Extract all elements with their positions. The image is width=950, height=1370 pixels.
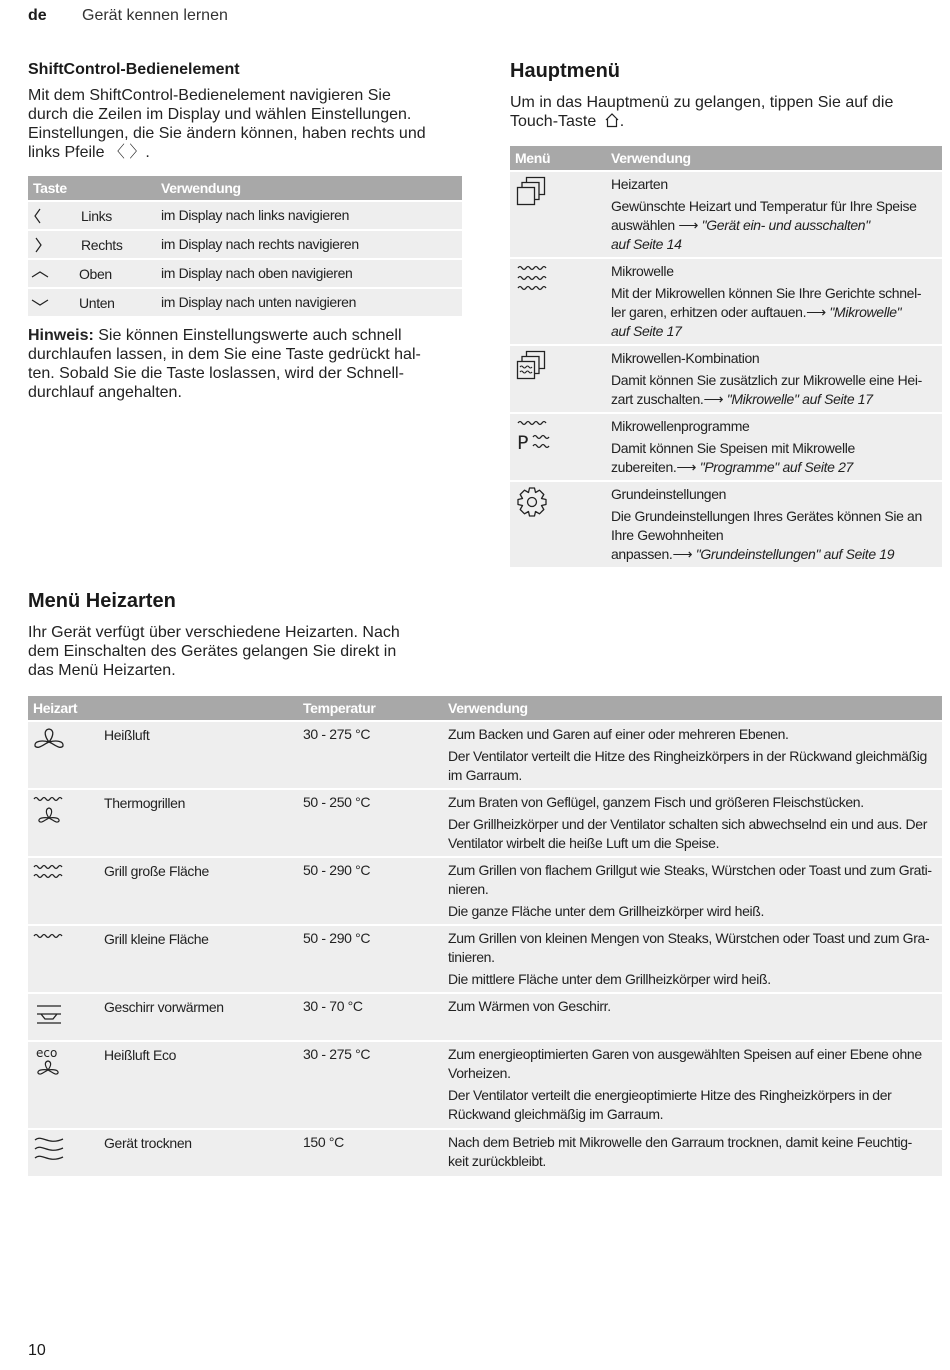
- key-usage: im Display nach oben navigieren: [156, 259, 462, 288]
- usage-text: Zum Backen und Garen auf einer oder mehreren Ebenen.: [448, 726, 789, 742]
- heating-modes-icon: [516, 176, 606, 208]
- page-reference[interactable]: auf Seite 14: [611, 236, 682, 252]
- usage-text: Zum Braten von Geflügel, ganzem Fisch und größeren Fleischstücken.: [448, 794, 864, 810]
- key-usage: im Display nach rechts navigieren: [156, 230, 462, 259]
- home-icon: [604, 112, 620, 128]
- menu-title: Mikrowellenprogramme: [611, 418, 750, 434]
- chevron-left-icon: [29, 208, 81, 224]
- table-row: [28, 288, 462, 316]
- microwave-icon: [516, 263, 606, 295]
- key-usage: im Display nach unten navigieren: [156, 288, 462, 316]
- chevron-up-icon: [29, 269, 79, 279]
- usage-text: Vorheizen.: [448, 1065, 511, 1081]
- page-number: 10: [28, 1342, 46, 1359]
- shiftcontrol-table: [28, 176, 462, 316]
- usage-text: Nach dem Betrieb mit Mikrowelle den Garraum trocknen, damit keine Feuchtig-: [448, 1134, 912, 1150]
- heizarten-heading: Menü Heizarten: [28, 590, 176, 612]
- menu-text: Ihre Gewohnheiten: [611, 527, 724, 543]
- arrow-icon: ⟶: [806, 304, 826, 320]
- page-reference[interactable]: "Mikrowelle" auf Seite 17: [726, 391, 873, 407]
- temperature-range: 30 - 275 °C: [298, 721, 443, 789]
- menu-title: Heizarten: [611, 176, 668, 192]
- fan-icon: [32, 726, 104, 758]
- menu-text: Damit können Sie Speisen mit Mikrowelle: [611, 440, 855, 456]
- usage-text: Der Ventilator verteilt die Hitze des Ringheizkörpers in der Rückwand gleichmäßig: [448, 748, 927, 764]
- menu-title: Mikrowelle: [611, 263, 674, 279]
- page-reference[interactable]: "Grundeinstellungen" auf Seite 19: [695, 546, 895, 562]
- table-row: [28, 1041, 942, 1129]
- column-header: Temperatur: [298, 696, 443, 721]
- table-row: [28, 857, 942, 925]
- usage-text: Zum Grillen von flachem Grillgut wie Steaks, Würstchen oder Toast und zum Grati-: [448, 862, 932, 878]
- key-usage: im Display nach links navigieren: [156, 201, 462, 230]
- intro-line: Touch-Taste: [510, 113, 597, 130]
- usage-text: keit zurückbleibt.: [448, 1153, 546, 1169]
- intro-line: Um in das Hauptmenü zu gelangen, tippen Sie auf die: [510, 94, 894, 111]
- temperature-range: 30 - 70 °C: [298, 993, 443, 1041]
- menu-text: Gewünschte Heizart und Temperatur für Ihre Speise: [611, 198, 917, 214]
- arrow-icon: ⟶: [678, 217, 699, 233]
- usage-text: Die ganze Fläche unter dem Grillheizkörper wird heiß.: [448, 903, 765, 919]
- note-line: durchlaufen lassen, in dem Sie eine Taste gedrückt hal-: [28, 346, 421, 363]
- language-code: de: [28, 7, 47, 24]
- heating-mode-name: Grill kleine Fläche: [104, 931, 209, 947]
- key-label: Unten: [79, 294, 115, 311]
- svg-text:P: P: [517, 432, 529, 452]
- heating-mode-name: Heißluft Eco: [104, 1047, 177, 1063]
- key-label: Rechts: [81, 236, 123, 253]
- table-row: [28, 259, 462, 288]
- note-paragraph: [28, 326, 468, 402]
- menu-text: anpassen.: [611, 546, 673, 562]
- key-label: Links: [81, 207, 112, 224]
- hauptmenu-heading: Hauptmenü: [510, 60, 620, 82]
- heating-mode-name: Thermogrillen: [104, 795, 186, 811]
- menu-text: zart zuschalten.: [611, 391, 704, 407]
- arrow-icon: ⟶: [672, 546, 693, 562]
- temperature-range: 50 - 250 °C: [298, 789, 443, 857]
- settings-gear-icon: [516, 486, 606, 518]
- note-label: Hinweis:: [28, 327, 94, 344]
- table-row: [28, 230, 462, 259]
- intro-line: Mit dem ShiftControl-Bedienelement navigieren Sie: [28, 87, 391, 104]
- chevron-right-icon: [29, 237, 81, 253]
- menu-title: Mikrowellen-Kombination: [611, 350, 760, 366]
- usage-text: im Garraum.: [448, 767, 522, 783]
- table-row: [28, 993, 942, 1041]
- column-header: Verwendung: [606, 146, 942, 171]
- heating-mode-name: Geschirr vorwärmen: [104, 999, 224, 1015]
- note-line: durchlauf angehalten.: [28, 384, 182, 401]
- menu-text: zubereiten.: [611, 459, 677, 475]
- heizarten-intro: [28, 623, 468, 680]
- menu-title: Grundeinstellungen: [611, 486, 727, 502]
- heizarten-table: [28, 696, 942, 1176]
- usage-text: tinieren.: [448, 949, 495, 965]
- thermogrill-icon: [32, 794, 104, 830]
- menu-text: Mit der Mikrowellen können Sie Ihre Gerichte schnel-: [611, 285, 922, 301]
- usage-text: Zum energieoptimierten Garen von ausgewählten Speisen auf einer Ebene ohne: [448, 1046, 922, 1062]
- column-header: Verwendung: [443, 696, 942, 721]
- intro-line: Einstellungen, die Sie ändern können, haben rechts und: [28, 125, 426, 142]
- microwave-combination-icon: [516, 350, 606, 382]
- intro-line: durch die Zeilen im Display und wählen Einstellungen.: [28, 106, 412, 123]
- appliance-drying-icon: [32, 1134, 104, 1164]
- key-label: Oben: [79, 265, 112, 282]
- table-row: [510, 171, 942, 258]
- intro-end: .: [619, 113, 625, 130]
- column-header: Menü: [510, 146, 606, 171]
- fan-eco-icon: [32, 1046, 104, 1080]
- svg-text:eco: eco: [36, 1046, 58, 1060]
- page-header-title: Gerät kennen lernen: [82, 7, 228, 24]
- page-reference[interactable]: "Mikrowelle": [829, 304, 902, 320]
- menu-text: ler garen, erhitzen oder auftauen.: [611, 304, 807, 320]
- intro-line: Ihr Gerät verfügt über verschiedene Heizarten. Nach: [28, 624, 400, 641]
- menu-text: Die Grundeinstellungen Ihres Gerätes können Sie an: [611, 508, 922, 524]
- table-row: [28, 789, 942, 857]
- temperature-range: 50 - 290 °C: [298, 857, 443, 925]
- temperature-range: 150 °C: [298, 1129, 443, 1176]
- heating-mode-name: Grill große Fläche: [104, 863, 209, 879]
- grill-small-icon: [32, 930, 104, 949]
- table-row: [28, 1129, 942, 1176]
- note-line: ten. Sobald Sie die Taste loslassen, wird der Schnell-: [28, 365, 404, 382]
- shiftcontrol-intro: [28, 86, 468, 162]
- table-row: [510, 345, 942, 413]
- hauptmenu-table: [510, 146, 942, 567]
- usage-text: Rückwand gleichmäßig im Garraum.: [448, 1106, 664, 1122]
- temperature-range: 30 - 275 °C: [298, 1041, 443, 1129]
- plate-warming-icon: [32, 998, 104, 1028]
- note-line: Sie können Einstellungswerte auch schnell: [93, 327, 402, 344]
- intro-line: links Pfeile 〈 〉.: [28, 144, 150, 161]
- table-row: [510, 481, 942, 567]
- hauptmenu-intro: [510, 93, 940, 131]
- page-reference[interactable]: "Gerät ein- und ausschalten": [701, 217, 870, 233]
- table-row: [28, 721, 942, 789]
- heating-mode-name: Heißluft: [104, 727, 150, 743]
- microwave-programs-icon: [516, 418, 606, 452]
- table-row: [28, 925, 942, 993]
- table-row: [510, 413, 942, 481]
- column-header: Heizart: [28, 696, 298, 721]
- usage-text: nieren.: [448, 881, 489, 897]
- column-header: Taste: [28, 176, 156, 201]
- arrow-icon: ⟶: [703, 391, 724, 407]
- grill-large-icon: [32, 862, 104, 882]
- usage-text: Ventilator wirbelt die heiße Luft um die Speise.: [448, 835, 720, 851]
- temperature-range: 50 - 290 °C: [298, 925, 443, 993]
- heating-mode-name: Gerät trocknen: [104, 1135, 192, 1151]
- usage-text: Zum Wärmen von Geschirr.: [448, 998, 611, 1014]
- usage-text: Der Grillheizkörper und der Ventilator schalten sich abwechselnd ein und aus. Der: [448, 816, 928, 832]
- column-header: Verwendung: [156, 176, 462, 201]
- page-reference[interactable]: auf Seite 17: [611, 323, 682, 339]
- menu-text: auswählen: [611, 217, 675, 233]
- table-row: [510, 258, 942, 345]
- shiftcontrol-heading: ShiftControl-Bedienelement: [28, 61, 240, 78]
- arrow-icon: ⟶: [676, 459, 697, 475]
- usage-text: Die mittlere Fläche unter dem Grillheizkörper wird heiß.: [448, 971, 771, 987]
- page-reference[interactable]: "Programme" auf Seite 27: [699, 459, 853, 475]
- usage-text: Der Ventilator verteilt die energieoptimierte Hitze des Ringheizkörpers in der: [448, 1087, 892, 1103]
- intro-line: dem Einschalten des Gerätes gelangen Sie direkt in: [28, 643, 397, 660]
- intro-line: das Menü Heizarten.: [28, 662, 176, 679]
- table-row: [28, 201, 462, 230]
- chevron-down-icon: [29, 298, 79, 308]
- usage-text: Zum Grillen von kleinen Mengen von Steaks, Würstchen oder Toast und zum Gra-: [448, 930, 930, 946]
- menu-text: Damit können Sie zusätzlich zur Mikrowelle eine Hei-: [611, 372, 922, 388]
